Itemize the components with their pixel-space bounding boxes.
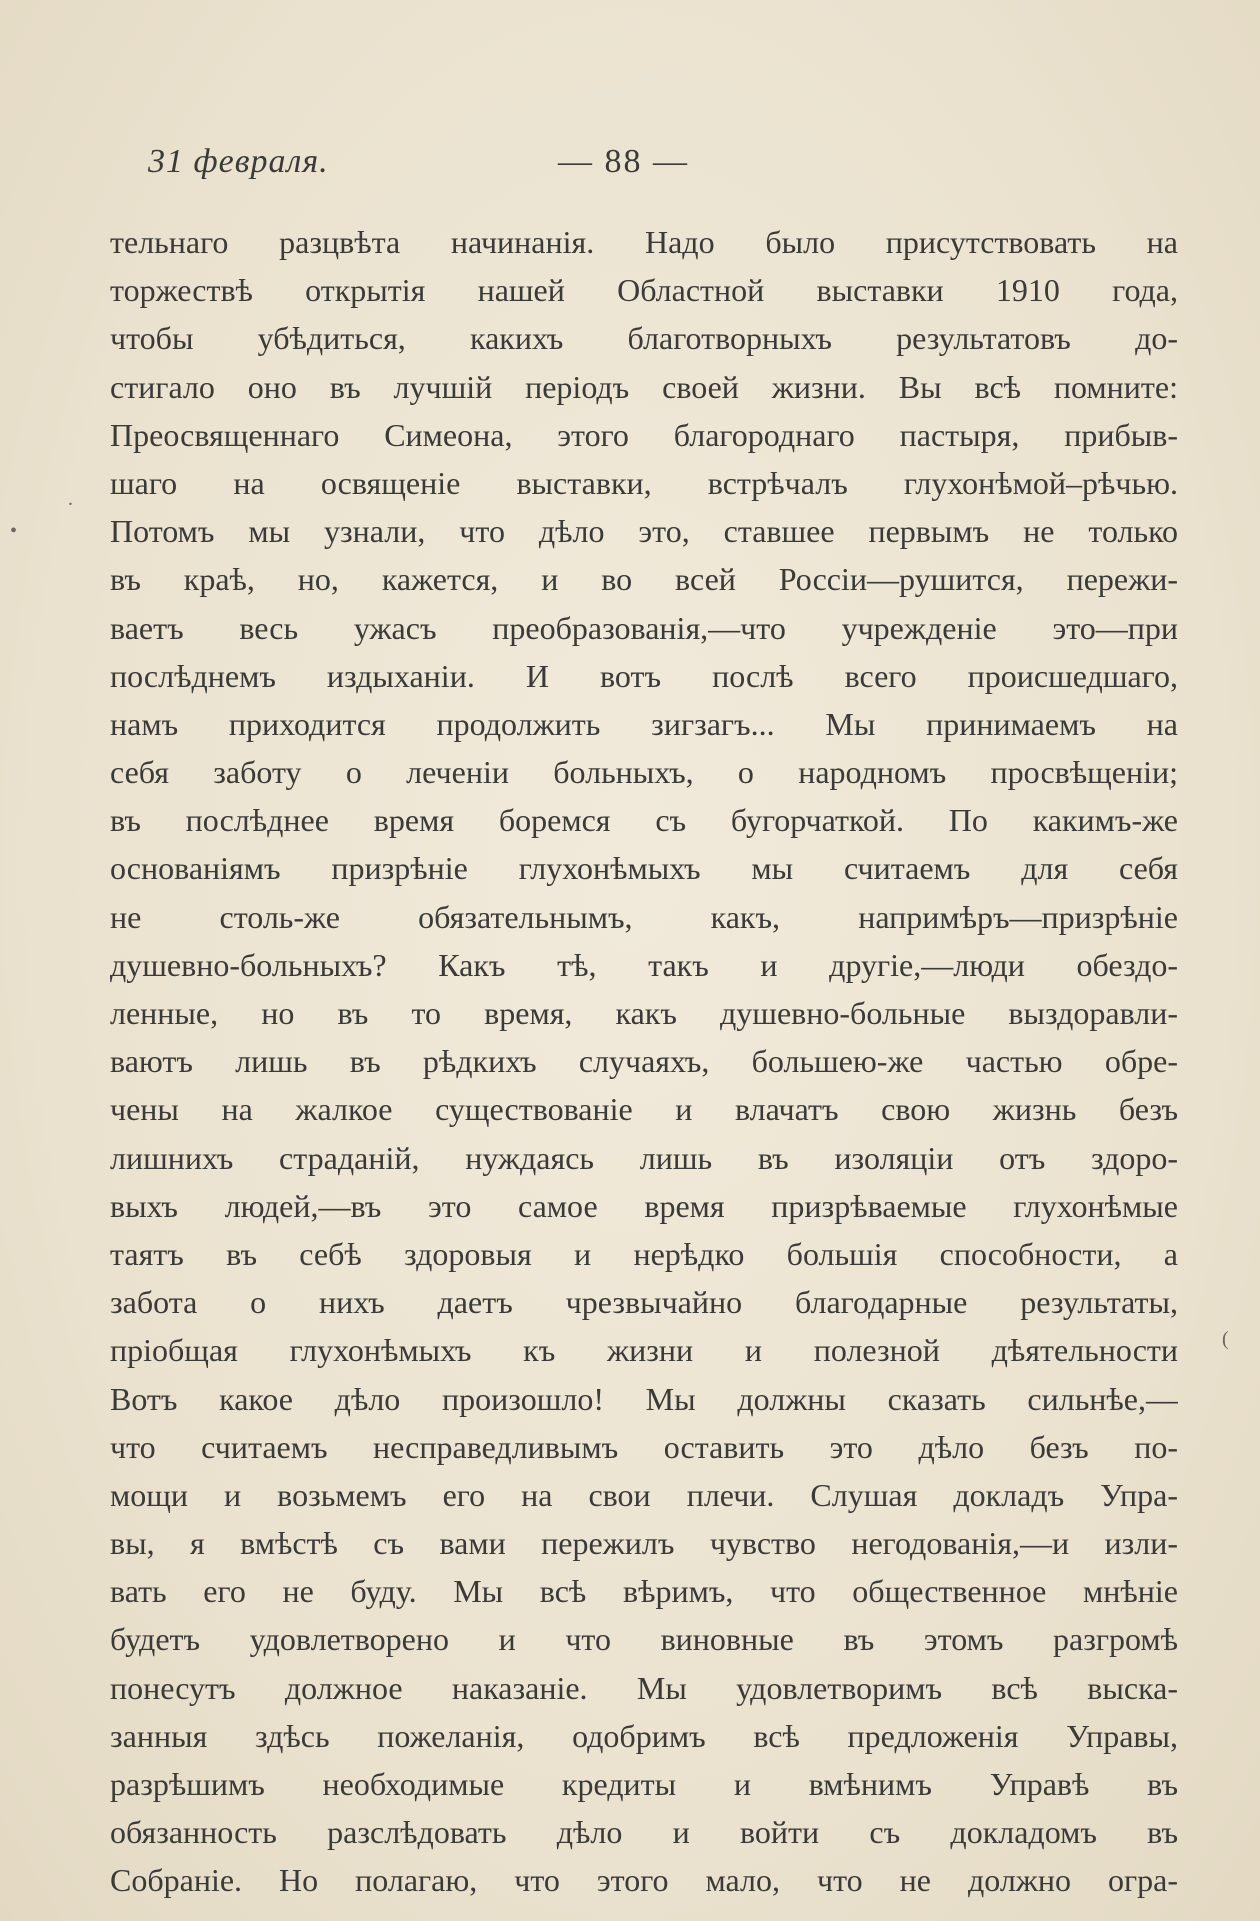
margin-dot: • (10, 520, 18, 542)
text-line: себя заботу о леченіи больныхъ, о народномъ просвѣщеніи; (110, 754, 1178, 791)
text-line: ваетъ весь ужасъ преобразованія,—что учрежденіе это—при (110, 609, 1178, 646)
text-line: торжествѣ открытія нашей Областной выставки 1910 года, (110, 272, 1178, 309)
text-line: Преосвященнаго Симеона, этого благороднаго пастыря, прибыв- (110, 416, 1178, 453)
text-line: вать его не буду. Мы всѣ вѣримъ, что общественное мнѣніе (110, 1573, 1178, 1610)
text-line: выхъ людей,—въ это самое время призрѣваемые глухонѣмые (110, 1187, 1178, 1224)
page-header (148, 140, 1188, 184)
text-line: таятъ въ себѣ здоровыя и нерѣдко большія способности, а (110, 1235, 1178, 1272)
text-line: чтобы убѣдиться, какихъ благотворныхъ результатовъ до- (110, 320, 1178, 357)
text-line: забота о нихъ даетъ чрезвычайно благодарные результаты, (110, 1284, 1178, 1321)
text-line: мощи и возьмемъ его на свои плечи. Слушая докладъ Упра- (110, 1476, 1178, 1513)
text-line: Вотъ какое дѣло произошло! Мы должны сказать сильнѣе,— (110, 1380, 1178, 1417)
text-line: въ краѣ, но, кажется, и во всей Россіи—рушится, пережи- (110, 561, 1178, 598)
text-line: ленные, но въ то время, какъ душевно-больные выздоравли- (110, 995, 1178, 1031)
text-line: что считаемъ несправедливымъ оставить это дѣло безъ по- (110, 1428, 1178, 1465)
text-line: душевно-больныхъ? Какъ тѣ, такъ и другіе,—люди обездо- (110, 946, 1178, 983)
text-line: вы, я вмѣстѣ съ вами пережилъ чувство негодованія,—и изли- (110, 1525, 1178, 1562)
text-line: Собраніе. Но полагаю, что этого мало, что не должно огра- (110, 1862, 1178, 1899)
text-line: не столь-же обязательнымъ, какъ, напримѣръ—призрѣніе (110, 898, 1178, 935)
text-line: обязанность разслѣдовать дѣло и войти съ докладомъ въ (110, 1814, 1178, 1851)
text-line: основаніямъ призрѣніе глухонѣмыхъ мы считаемъ для себя (110, 850, 1178, 887)
body-text (110, 218, 1178, 1905)
text-line: намъ приходится продолжить зигзагъ... Мы принимаемъ на (110, 705, 1178, 742)
text-line: послѣднемъ издыханіи. И вотъ послѣ всего происшедшаго, (110, 657, 1178, 694)
text-line: пріобщая глухонѣмыхъ къ жизни и полезной дѣятельности (110, 1332, 1178, 1369)
text-line: Потомъ мы узнали, что дѣло это, ставшее первымъ не только (110, 513, 1178, 550)
text-line: разрѣшимъ необходимые кредиты и вмѣнимъ Управѣ въ (110, 1766, 1178, 1802)
text-line: понесутъ должное наказаніе. Мы удовлетворимъ всѣ выска- (110, 1669, 1178, 1706)
text-line: будетъ удовлетворено и что виновные въ этомъ разгромѣ (110, 1621, 1178, 1658)
text-line: въ послѣднее время боремся съ бугорчаткой. По какимъ-же (110, 802, 1178, 839)
text-line: шаго на освященіе выставки, встрѣчалъ глухонѣмой–рѣчью. (110, 464, 1178, 501)
header-date: 31 февраля. (148, 143, 329, 180)
text-line: лишнихъ страданій, нуждаясь лишь въ изоляціи отъ здоро- (110, 1139, 1178, 1176)
text-line: чены на жалкое существованіе и влачатъ свою жизнь безъ (110, 1091, 1178, 1128)
margin-bracket: ( (1222, 1328, 1229, 1350)
text-line: стигало оно въ лучшій періодъ своей жизни. Вы всѣ помните: (110, 368, 1178, 405)
margin-dot: . (68, 488, 73, 510)
page-number: — 88 — (558, 143, 689, 180)
text-line: ваютъ лишь въ рѣдкихъ случаяхъ, большею-же частью обре- (110, 1043, 1178, 1080)
text-line: тельнаго разцвѣта начинанія. Надо было присутствовать на (110, 224, 1178, 260)
text-line: занныя здѣсь пожеланія, одобримъ всѣ предложенія Управы, (110, 1717, 1178, 1754)
